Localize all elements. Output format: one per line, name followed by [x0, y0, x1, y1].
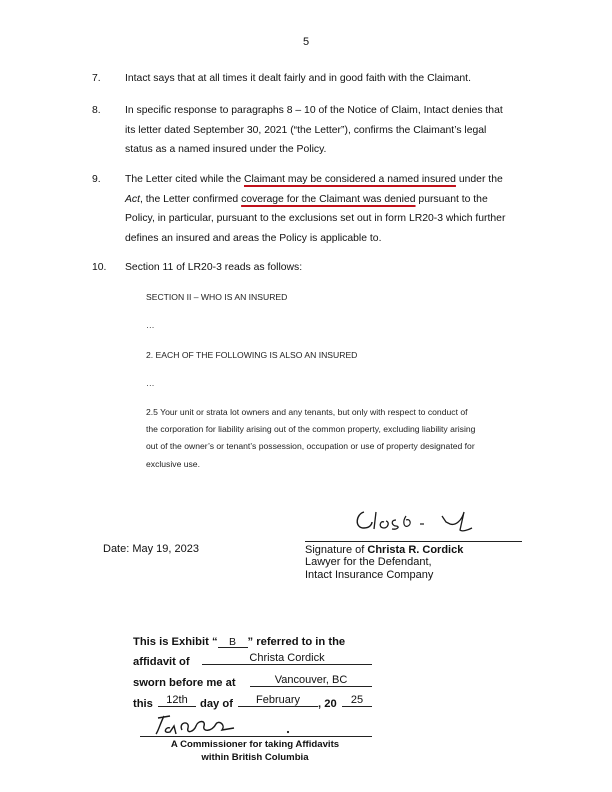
stamp-affidavit-label: affidavit of [133, 656, 190, 668]
month-field: February [238, 694, 318, 707]
stamp-footer-line1: A Commissioner for taking Affidavits [170, 739, 340, 750]
paragraph-number: 8. [92, 105, 101, 116]
paragraph-number: 10. [92, 262, 107, 273]
stamp-sworn-label: sworn before me at [133, 677, 236, 689]
sworn-place-field: Vancouver, BC [250, 674, 372, 687]
stamp-exhibit-line: This is Exhibit “ B ” referred to in the [133, 636, 346, 648]
paragraph-text: Section 11 of LR20-3 reads as follows: [125, 262, 303, 273]
signature-block: Signature of Christa R. Cordick Lawyer for the Defendant, Intact Insurance Company [305, 541, 522, 581]
stamp-year-prefix: , 20 [318, 698, 337, 710]
exhibit-letter-field: B [218, 637, 248, 648]
affidavit-name-field: Christa Cordick [202, 652, 372, 665]
quote-item-2-5: 2.5 Your unit or strata lot owners and any tenants, but only with respect to conduct of the corporation for liability arising out of the common property, excluding liability arising out of the owner’s or tenant’s possession, occupation or use of property designated for exclusive use. [146, 407, 476, 469]
quote-heading: SECTION II – WHO IS AN INSURED [146, 292, 288, 302]
year-field: 25 [342, 694, 372, 707]
paragraph-number: 7. [92, 73, 101, 84]
quote-ellipsis: … [146, 320, 155, 330]
highlight-coverage-denied: coverage for the Claimant was denied [241, 193, 416, 205]
paragraph-number: 9. [92, 174, 101, 185]
paragraph-10 [0, 258, 612, 278]
handwritten-signature [350, 502, 480, 538]
paragraph-8 [0, 101, 612, 161]
day-field: 12th [158, 694, 196, 707]
stamp-day-of-label: day of [200, 698, 233, 710]
commissioner-signature [148, 710, 298, 738]
signer-role: Lawyer for the Defendant, [305, 556, 432, 569]
paragraph-7 [0, 69, 612, 89]
signer-name: Christa R. Cordick [367, 544, 464, 556]
commissioner-stamp [130, 632, 380, 772]
highlight-named-insured: Claimant may be considered a named insured [243, 174, 456, 185]
signer-company: Intact Insurance Company [305, 568, 434, 581]
stamp-this-label: this [133, 698, 153, 710]
quote-item-2: 2. EACH OF THE FOLLOWING IS ALSO AN INSURED [146, 350, 358, 360]
page-number: 5 [302, 36, 310, 48]
paragraph-text: Intact says that at all times it dealt fairly and in good faith with the Claimant. [125, 73, 471, 84]
commissioner-signature-line [140, 736, 372, 737]
date-line: Date: May 19, 2023 [103, 543, 200, 555]
paragraph-text: In specific response to paragraphs 8 – 10 of the Notice of Claim, Intact denies that its letter dated September 30, 2021 (“the Letter”), confirms the Claimant’s legal status as a named insured under the Policy. [125, 105, 503, 156]
stamp-footer-line2: within British Columbia [201, 752, 309, 763]
paragraph-text: The Letter cited while the Claimant may be considered a named insured under the Act, the Letter confirmed coverage for the Claimant was denied pursuant to the Policy, in particular, pursuant to the exclusions set out in form LR20-3 which further defines an insured and areas the Policy is applicable to. [125, 174, 506, 244]
quote-ellipsis: … [146, 378, 155, 388]
paragraph-9 [0, 170, 612, 250]
